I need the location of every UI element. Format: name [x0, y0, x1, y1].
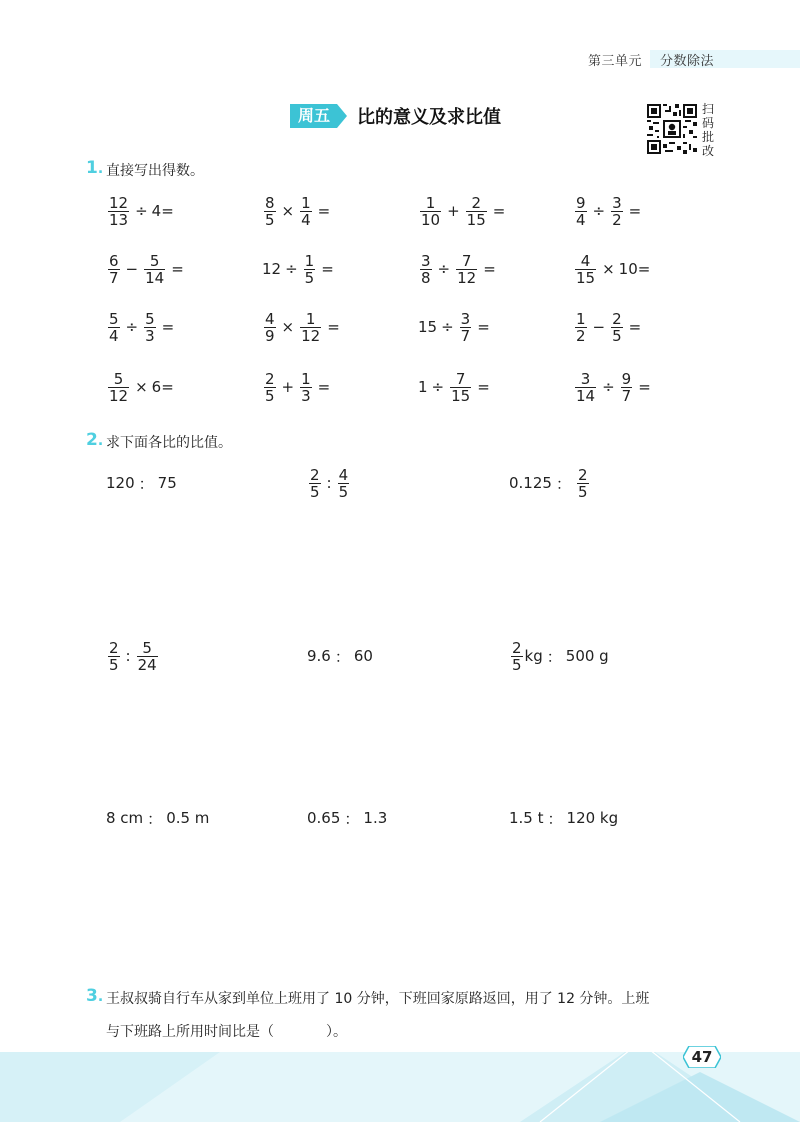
exercise: [418, 249, 500, 289]
term: 120 kg: [566, 809, 619, 827]
qr-code-icon[interactable]: [647, 104, 697, 154]
numerator: 5: [109, 309, 119, 328]
fraction: [511, 640, 523, 673]
term: 60: [353, 647, 373, 665]
operator: −: [592, 318, 606, 336]
denominator: 5: [265, 210, 275, 229]
denominator: 15: [466, 210, 486, 229]
fraction: [108, 311, 120, 344]
numerator: 4: [580, 251, 591, 270]
denominator: 13: [109, 210, 129, 229]
term: 75: [157, 474, 177, 492]
fraction: [575, 371, 596, 404]
exercise: [573, 249, 650, 289]
operator: ÷: [135, 202, 148, 220]
operator: =: [327, 318, 340, 336]
running-header: [588, 50, 714, 69]
fraction: [420, 195, 441, 228]
exercise: [307, 636, 373, 676]
numerator: 12: [109, 193, 129, 212]
exercise: [418, 307, 494, 347]
operator: =: [492, 202, 506, 220]
fraction: [611, 311, 623, 344]
exercise: [262, 249, 338, 289]
term: 0.125: [509, 474, 552, 492]
question-3-line-1: 王叔叔骑自行车从家到单位上班用了 10 分钟，下班回家原路返回，用了 12 分钟。上班: [106, 991, 650, 1007]
denominator: 7: [621, 386, 632, 405]
operator: ：: [555, 474, 571, 493]
term: 10=: [618, 260, 651, 278]
denominator: 7: [460, 326, 471, 345]
question-1-text: 直接写出得数。: [106, 163, 204, 179]
exercise: [106, 307, 178, 347]
numerator: 4: [338, 465, 349, 484]
header-topic: 分数除法: [659, 54, 714, 69]
operator: :: [125, 647, 131, 665]
term: 8 cm: [106, 809, 144, 827]
denominator: 5: [512, 655, 522, 674]
fraction: [264, 195, 276, 228]
denominator: 3: [145, 326, 155, 345]
operator: =: [477, 378, 490, 396]
operator: ÷: [437, 260, 451, 278]
exercise: [106, 191, 174, 231]
term: 0.65: [307, 809, 341, 827]
denominator: 12: [301, 326, 321, 345]
exercise: [106, 636, 160, 676]
operator: ×: [135, 378, 148, 396]
denominator: 5: [338, 482, 349, 501]
numerator: 5: [113, 369, 124, 388]
denominator: 24: [137, 655, 157, 674]
numerator: 5: [142, 638, 152, 657]
denominator: 5: [577, 482, 588, 501]
exercise: [509, 798, 618, 838]
operator: ÷: [602, 378, 615, 396]
fraction: [575, 253, 596, 286]
operator: ：: [547, 809, 563, 828]
numerator: 3: [421, 251, 431, 270]
fraction: [611, 195, 623, 228]
operator: ÷: [431, 378, 445, 396]
denominator: 4: [576, 210, 586, 229]
fraction: [300, 311, 321, 344]
denominator: 10: [421, 210, 441, 229]
fraction: [575, 195, 587, 228]
fraction: [575, 311, 587, 344]
numerator: 1: [425, 193, 436, 212]
fraction: [338, 467, 350, 500]
fraction: [309, 467, 321, 500]
denominator: 14: [576, 386, 596, 405]
exercise: [509, 636, 609, 676]
fraction: [264, 311, 276, 344]
denominator: 5: [109, 655, 119, 674]
numerator: 2: [577, 465, 588, 484]
numerator: 1: [576, 309, 586, 328]
denominator: 15: [451, 386, 471, 405]
operator: =: [628, 202, 642, 220]
numerator: 3: [580, 369, 591, 388]
term: 1.5 t: [509, 809, 544, 827]
exercise: [262, 307, 344, 347]
operator: ：: [138, 474, 154, 493]
fraction: [264, 371, 276, 404]
operator: ×: [602, 260, 615, 278]
fraction: [300, 371, 312, 404]
denominator: 5: [612, 326, 622, 345]
numerator: 3: [612, 193, 622, 212]
denominator: 3: [301, 386, 311, 405]
fraction: [304, 253, 316, 286]
operator: =: [477, 318, 490, 336]
operator: =: [321, 260, 334, 278]
fraction: [108, 195, 129, 228]
fraction: [108, 640, 120, 673]
fraction: [621, 371, 633, 404]
term: 4=: [151, 202, 174, 220]
page-number-badge: [683, 1046, 721, 1068]
term: 6=: [151, 378, 174, 396]
denominator: 4: [301, 210, 311, 229]
exercise: [106, 249, 188, 289]
denominator: 4: [109, 326, 119, 345]
question-3-line-2: 与下班路上所用时间比是（ ）。: [106, 1024, 347, 1040]
numerator: 8: [265, 193, 275, 212]
numerator: 1: [301, 369, 311, 388]
fraction: [300, 195, 312, 228]
exercise: [262, 191, 334, 231]
denominator: 8: [421, 268, 431, 287]
operator: +: [281, 378, 295, 396]
term: 12: [262, 260, 282, 278]
term: 500 g: [565, 647, 609, 665]
numerator: 1: [304, 251, 315, 270]
term: 15: [418, 318, 438, 336]
numerator: 5: [149, 251, 160, 270]
denominator: 5: [304, 268, 315, 287]
numerator: 9: [621, 369, 632, 388]
question-1-number: 1.: [86, 158, 104, 178]
fraction: [577, 467, 589, 500]
denominator: 12: [457, 268, 477, 287]
fraction: [450, 371, 471, 404]
exercise: [509, 463, 591, 503]
operator: −: [125, 260, 139, 278]
operator: ÷: [125, 318, 139, 336]
page-number: 47: [691, 1048, 713, 1066]
operator: ：: [546, 647, 562, 666]
term: 1.3: [363, 809, 388, 827]
term: 120: [106, 474, 135, 492]
operator: ÷: [441, 318, 454, 336]
denominator: 2: [612, 210, 622, 229]
operator: ÷: [285, 260, 298, 278]
operator: =: [638, 378, 651, 396]
operator: =: [628, 318, 642, 336]
question-2-text: 求下面各比的比值。: [106, 435, 232, 451]
operator: ×: [281, 318, 295, 336]
exercise: [106, 463, 177, 503]
day-tag: 周五: [290, 104, 337, 128]
operator: ×: [281, 202, 295, 220]
fraction: [144, 253, 165, 286]
operator: :: [326, 474, 332, 492]
page-title: 比的意义及求比值: [357, 107, 502, 128]
denominator: 15: [576, 268, 596, 287]
exercise: [418, 367, 494, 407]
exercise: [418, 191, 509, 231]
numerator: 2: [109, 638, 119, 657]
exercise: [106, 367, 174, 407]
exercise: [262, 367, 334, 407]
operator: =: [161, 318, 175, 336]
term: 1: [418, 378, 428, 396]
fraction: [466, 195, 487, 228]
operator: =: [171, 260, 184, 278]
operator: =: [317, 378, 331, 396]
operator: =: [317, 202, 331, 220]
qr-caption: 扫 码 批 改: [702, 102, 715, 158]
numerator: 7: [461, 251, 472, 270]
operator: +: [447, 202, 460, 220]
term: 0.5 m: [166, 809, 210, 827]
question-3-number: 3.: [86, 986, 104, 1006]
exercise: [573, 191, 645, 231]
fraction: [420, 253, 432, 286]
denominator: 12: [109, 386, 129, 405]
exercise: [307, 798, 387, 838]
numerator: 3: [460, 309, 471, 328]
numerator: 9: [576, 193, 586, 212]
operator: ：: [334, 647, 350, 666]
exercise: [573, 367, 655, 407]
exercise: [573, 307, 645, 347]
operator: =: [483, 260, 496, 278]
exercise: [106, 798, 209, 838]
numerator: 1: [301, 193, 311, 212]
denominator: 14: [145, 268, 165, 287]
fraction: [460, 311, 472, 344]
numerator: 1: [305, 309, 316, 328]
fraction: [108, 253, 120, 286]
denominator: 7: [109, 268, 119, 287]
denominator: 2: [576, 326, 586, 345]
numerator: 5: [145, 309, 155, 328]
term: 9.6: [307, 647, 331, 665]
numerator: 2: [471, 193, 481, 212]
lesson-title: [290, 103, 501, 129]
question-2-number: 2.: [86, 430, 104, 450]
numerator: 2: [612, 309, 622, 328]
footer-decoration: [0, 1052, 800, 1122]
term: kg: [524, 647, 543, 665]
exercise: [307, 463, 351, 503]
fraction: [137, 640, 158, 673]
numerator: 7: [455, 369, 466, 388]
header-unit: 第三单元: [587, 54, 642, 69]
numerator: 2: [512, 638, 522, 657]
denominator: 5: [265, 386, 275, 405]
denominator: 9: [265, 326, 275, 345]
numerator: 4: [265, 309, 275, 328]
denominator: 5: [310, 482, 320, 501]
fraction: [144, 311, 156, 344]
operator: ：: [147, 809, 163, 828]
numerator: 2: [265, 369, 275, 388]
fraction: [456, 253, 477, 286]
numerator: 6: [109, 251, 119, 270]
fraction: [108, 371, 129, 404]
numerator: 2: [310, 465, 320, 484]
operator: ÷: [592, 202, 606, 220]
operator: ：: [344, 809, 360, 828]
